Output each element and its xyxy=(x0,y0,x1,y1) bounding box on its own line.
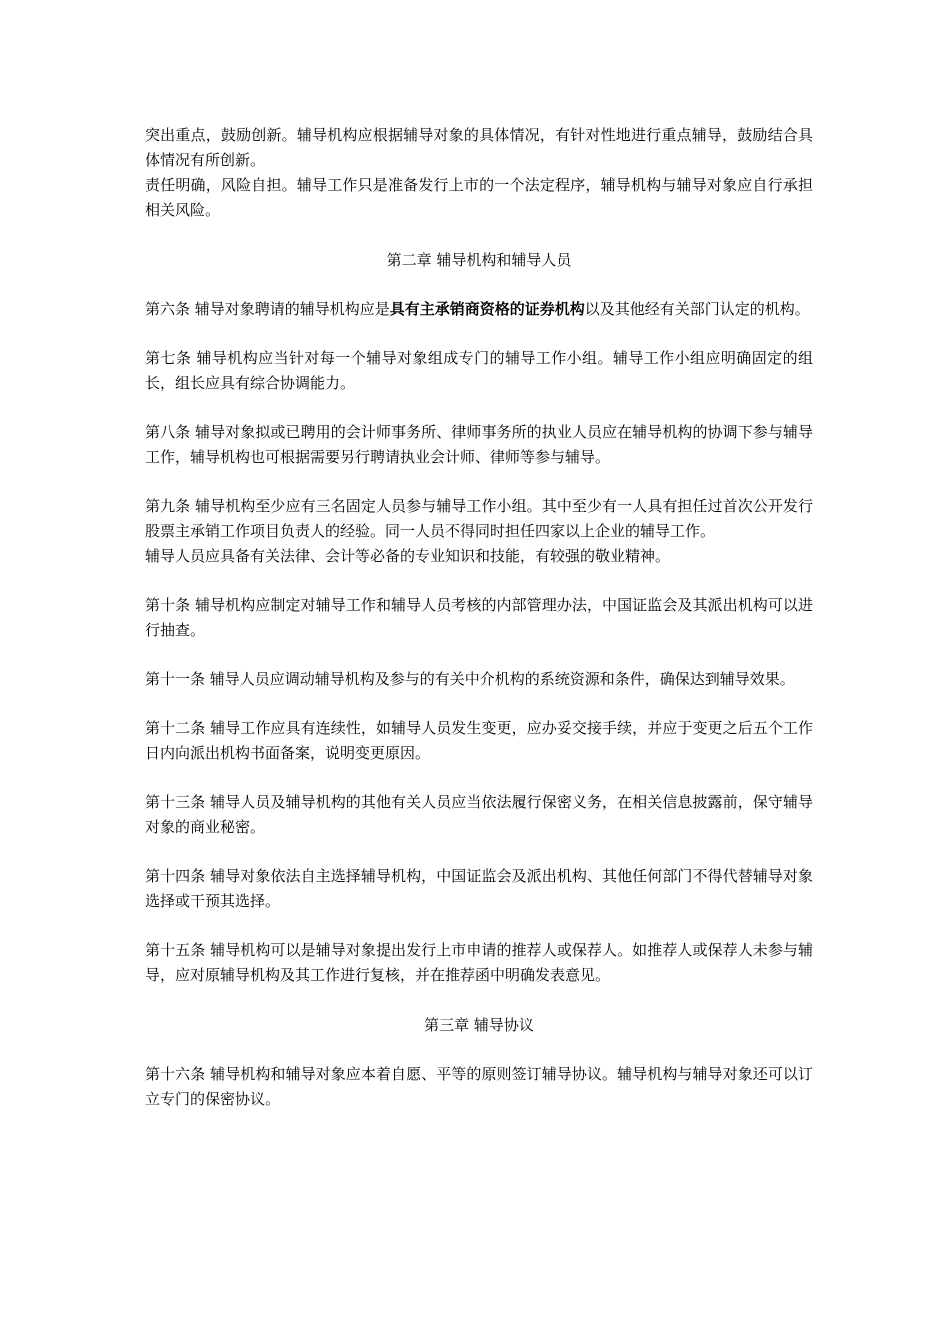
article-14: 第十四条 辅导对象依法自主选择辅导机构，中国证监会及派出机构、其他任何部门不得代替辅导对象选择或干预其选择。 xyxy=(145,867,813,910)
article-10: 第十条 辅导机构应制定对辅导工作和辅导人员考核的内部管理办法，中国证监会及其派出机构可以进行抽查。 xyxy=(145,596,813,639)
article-13: 第十三条 辅导人员及辅导机构的其他有关人员应当依法履行保密义务，在相关信息披露前，保守辅导对象的商业秘密。 xyxy=(145,793,813,836)
paragraph-focus-innovation: 突出重点，鼓励创新。辅导机构应根据辅导对象的具体情况，有针对性地进行重点辅导，鼓励结合具体情况有所创新。 xyxy=(145,126,813,169)
article-8: 第八条 辅导对象拟或已聘用的会计师事务所、律师事务所的执业人员应在辅导机构的协调下参与辅导工作，辅导机构也可根据需要另行聘请执业会计师、律师等参与辅导。 xyxy=(145,423,813,466)
paragraph-responsibility-risk: 责任明确，风险自担。辅导工作只是准备发行上市的一个法定程序，辅导机构与辅导对象应自行承担相关风险。 xyxy=(145,176,813,219)
article-6-post: 以及其他经有关部门认定的机构。 xyxy=(584,300,810,318)
article-7: 第七条 辅导机构应当针对每一个辅导对象组成专门的辅导工作小组。辅导工作小组应明确固定的组长，组长应具有综合协调能力。 xyxy=(145,349,813,392)
article-6-bold: 具有主承销商资格的证券机构 xyxy=(389,300,585,318)
article-15: 第十五条 辅导机构可以是辅导对象提出发行上市申请的推荐人或保荐人。如推荐人或保荐人未参与辅导，应对原辅导机构及其工作进行复核，并在推荐函中明确发表意见。 xyxy=(145,941,813,984)
article-9: 第九条 辅导机构至少应有三名固定人员参与辅导工作小组。其中至少有一人具有担任过首次公开发行股票主承销工作项目负责人的经验。同一人员不得同时担任四家以上企业的辅导工作。 xyxy=(145,497,813,540)
article-12: 第十二条 辅导工作应具有连续性，如辅导人员发生变更，应办妥交接手续，并应于变更之后五个工作日内向派出机构书面备案，说明变更原因。 xyxy=(145,719,813,762)
article-9-continued: 辅导人员应具备有关法律、会计等必备的专业知识和技能，有较强的敬业精神。 xyxy=(145,547,671,565)
document-body xyxy=(145,123,813,1112)
article-6-pre: 第六条 辅导对象聘请的辅导机构应是 xyxy=(145,300,390,318)
chapter-3-title: 第三章 辅导协议 xyxy=(424,1016,534,1034)
article-11: 第十一条 辅导人员应调动辅导机构及参与的有关中介机构的系统资源和条件，确保达到辅导效果。 xyxy=(145,670,795,688)
chapter-2-title: 第二章 辅导机构和辅导人员 xyxy=(386,251,572,269)
article-6 xyxy=(145,297,813,322)
article-16: 第十六条 辅导机构和辅导对象应本着自愿、平等的原则签订辅导协议。辅导机构与辅导对象还可以订立专门的保密协议。 xyxy=(145,1065,813,1108)
